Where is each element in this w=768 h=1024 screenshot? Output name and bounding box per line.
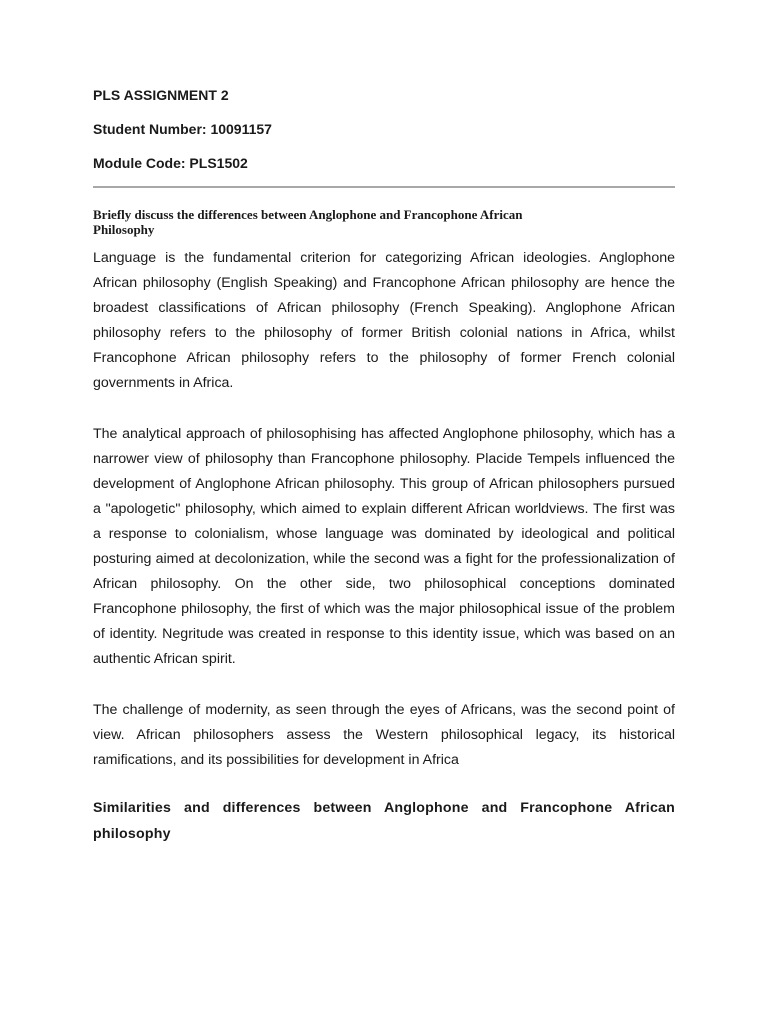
paragraph-analytical-approach: The analytical approach of philosophising has affected Anglophone philosophy, which has a narrower view of philosophy than Francophone philosophy. Placide Tempels influenced the development of Anglophone African philosophy. This group of African philosophers pursued a "apologetic" philosophy, which aimed to explain different African worldviews. The first was a response to colonialism, whose language was dominated by ideological and political posturing aimed at decolonization, while the second was a fight for the professionalization of African philosophy. On the other side, two philosophical conceptions dominated Francophone philosophy, the first of which was the major philosophical issue of the problem of identity. Negritude was created in response to this identity issue, which was based on an authentic African spirit. <box>93 425 675 668</box>
question-heading: Briefly discuss the differences between Anglophone and Francophone African Philosophy <box>93 207 523 237</box>
header-divider <box>93 186 675 188</box>
assignment-title: PLS ASSIGNMENT 2 <box>93 87 229 103</box>
paragraph-language: Language is the fundamental criterion for categorizing African ideologies. Anglophone African philosophy (English Speaking) and Francophone African philosophy are hence the broadest classifications of African philosophy (French Speaking). Anglophone African philosophy refers to the philosophy of former British colonial nations in Africa, whilst Francophone African philosophy refers to the philosophy of former French colonial governments in Africa. <box>93 250 675 392</box>
section-subheading: Similarities and differences between Anglophone and Francophone African philosophy <box>93 799 675 842</box>
student-number: Student Number: 10091157 <box>93 121 272 137</box>
document-page <box>93 86 675 847</box>
module-code: Module Code: PLS1502 <box>93 155 248 171</box>
paragraph-modernity: The challenge of modernity, as seen through the eyes of Africans, was the second point of view. African philosophers assess the Western philosophical legacy, its historical ramifications, and its possibilities for development in Africa <box>93 701 675 768</box>
